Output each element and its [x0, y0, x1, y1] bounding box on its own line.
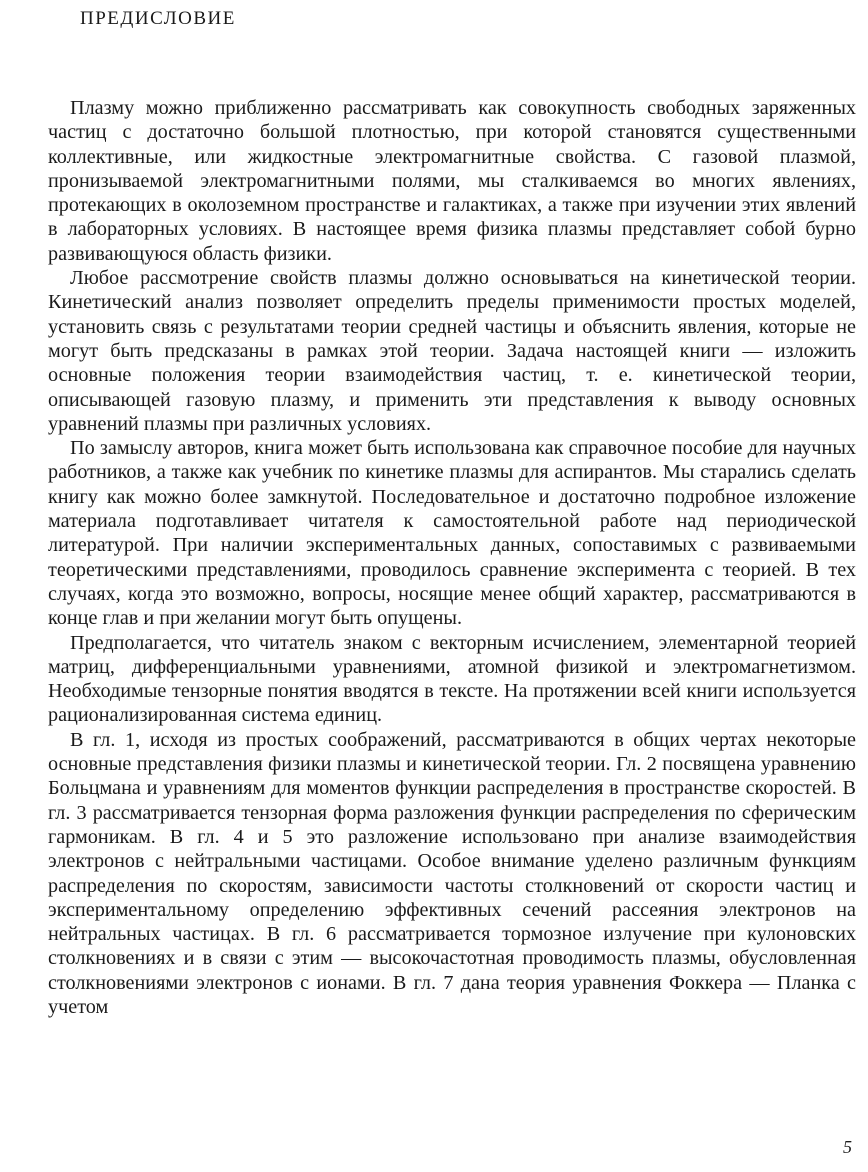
- paragraph-3: По замыслу авторов, книга может быть использована как справочное пособие для научных работников, а также как учебник по кинетике плазмы для аспирантов. Мы старались сделать книгу как можно более замкнутой. Последовательное и достаточно подробное изложение материала подготавливает читателя к самостоятельной работе над периодической литературой. При наличии экспериментальных данных, сопоставимых с развиваемыми теоретическими представлениями, проводилось сравнение эксперимента с теорией. В тех случаях, когда это возможно, вопросы, носящие менее общий характер, рассматриваются в конце глав и при желании могут быть опущены.: [48, 437, 856, 630]
- body-text: [48, 96, 856, 1019]
- paragraph-5: В гл. 1, исходя из простых соображений, рассматриваются в общих чертах некоторые основные представления физики плазмы и кинетической теории. Гл. 2 посвящена уравнению Больцмана и уравнениям для моментов функции распределения в пространстве скоростей. В гл. 3 рассматривается тензорная форма разложения функции распределения по сферическим гармоникам. В гл. 4 и 5 это разложение использовано при анализе взаимодействия электронов с нейтральными частицами. Особое внимание уделено различным функциям распределения по скоростям, зависимости частоты столкновений от скорости частиц и экспериментальному определению эффективных сечений рассеяния электронов на нейтральных частицах. В гл. 6 рассматривается тормозное излучение при кулоновских столкновениях и в связи с этим — высокочастотная проводимость плазмы, обусловленная столкновениями электронов с ионами. В гл. 7 дана теория уравнения Фоккера — Планка с учетом: [48, 728, 856, 1018]
- paragraph-4: Предполагается, что читатель знаком с векторным исчислением, элементарной теорией матриц, дифференциальными уравнениями, атомной физикой и электромагнетизмом. Необходимые тензорные понятия вводятся в тексте. На протяжении всей книги используется рационализированная система единиц.: [48, 631, 856, 727]
- paragraph-1: Плазму можно приближенно рассматривать как совокупность свободных заряженных частиц с достаточно большой плотностью, при которой становятся существенными коллективные, или жидкостные электромагнитные свойства. С газовой плазмой, пронизываемой электромагнитными полями, мы сталкиваемся во многих явлениях, протекающих в околоземном пространстве и галактиках, а также при изучении этих явлений в лабораторных условиях. В настоящее время физика плазмы представляет собой бурно развивающуюся область физики.: [48, 97, 856, 265]
- paragraph-2: Любое рассмотрение свойств плазмы должно основываться на кинетической теории. Кинетический анализ позволяет определить пределы применимости простых моделей, установить связь с результатами теории средней частицы и объяснить явления, которые не могут быть предсказаны в рамках этой теории. Задача настоящей книги — изложить основные положения теории взаимодействия частиц, т. е. кинетической теории, описывающей газовую плазму, и применить эти представления к выводу основных уравнений плазмы при различных условиях.: [48, 267, 856, 435]
- page-number: 5: [843, 1137, 852, 1157]
- page-title: ПРЕДИСЛОВИЕ: [80, 8, 236, 29]
